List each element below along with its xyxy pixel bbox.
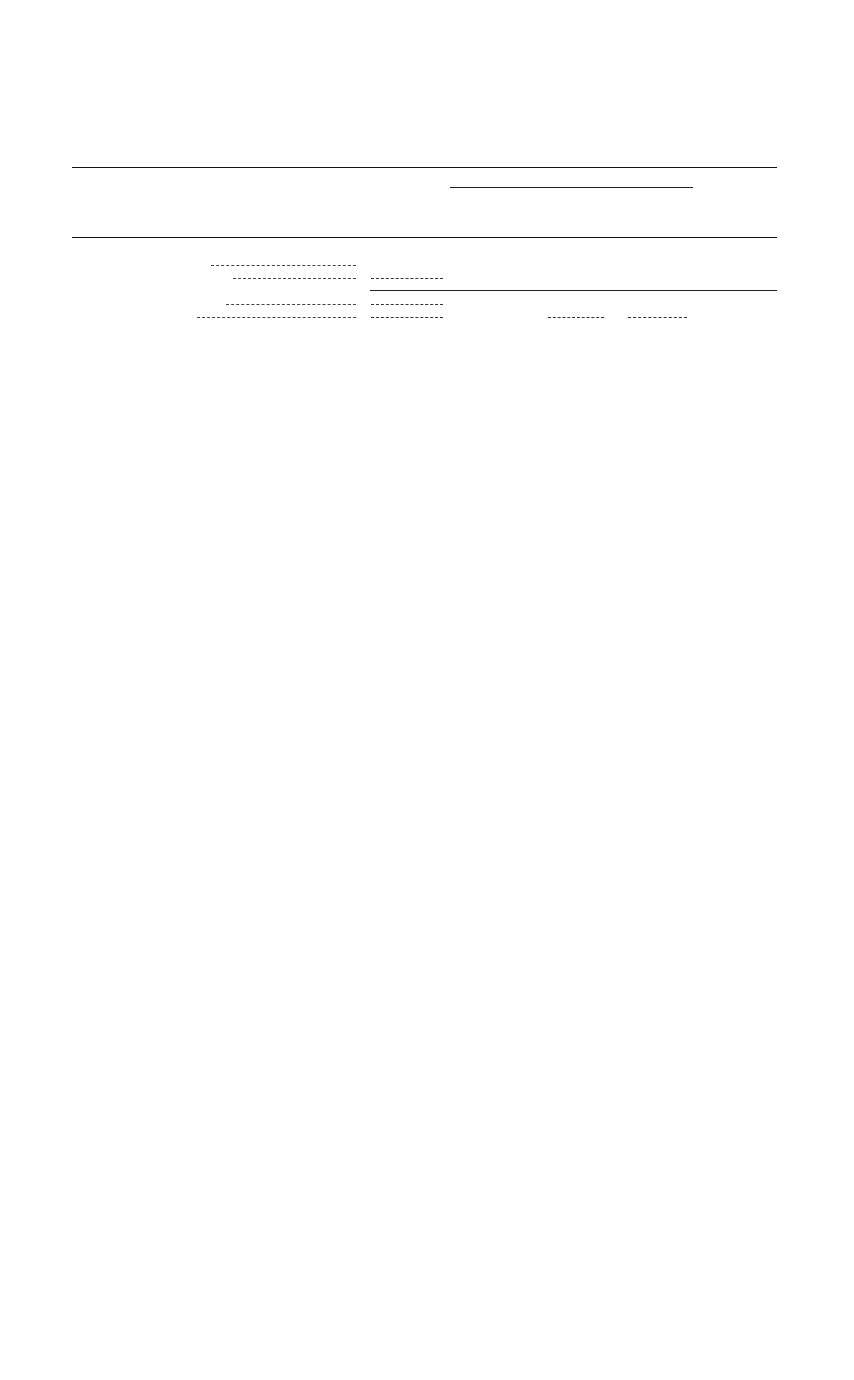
empty-cell-dash [371, 304, 443, 305]
row-leader [211, 265, 356, 266]
subtotal-rule [370, 290, 777, 291]
empty-cell-dash [628, 317, 687, 318]
empty-cell-dash [371, 278, 443, 279]
running-head [0, 74, 854, 96]
header-bottom-rule [72, 237, 777, 238]
empty-cell-dash [548, 317, 604, 318]
row-leader [233, 278, 356, 279]
group-header-rule [450, 187, 693, 188]
empty-cell-dash [371, 317, 443, 318]
table-top-rule [72, 167, 777, 168]
row-leader [197, 317, 356, 318]
row-leader [226, 304, 356, 305]
